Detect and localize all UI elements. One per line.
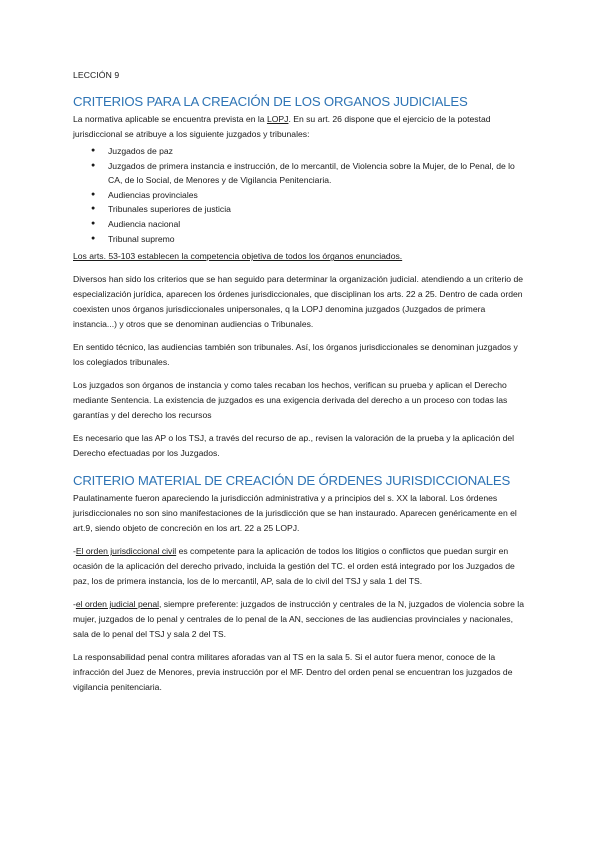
section1-paragraph-1: Diversos han sido los criterios que se han seguido para determinar la organización judicial. atendiendo a un criterio de especialización jurídica, aparecen los órdenes jurisdiccionales, que disciplinan los arts. 22 a 25. Dentro de cada orden coexisten unos órganos jurisdiccionales unipersonales, q la LOPJ denomina juzgados (Juzgados de primera instancia...) y otros que se denominan audiencias o Tribunales. — [73, 274, 524, 330]
competence-note-text: Los arts. 53-103 establecen la competencia objetiva de todos los órganos enunciados. — [73, 251, 403, 262]
penal-order-text: , siempre preferente: juzgados de instrucción y centrales de la N, juzgados de violencia sobre la mujer, juzgados de lo penal y centrales de lo penal de la AN, secciones de las audiencias provinciales y nacionales, sala de lo penal del TSJ y sala 2 del TS. — [73, 599, 524, 640]
list-item: ● Juzgados de primera instancia e instrucción, de lo mercantil, de Violencia sobre la Mujer, de lo Penal, de lo CA, de lo Social, de Menores y de Vigilancia Penitenciaria. — [91, 159, 528, 188]
section1-paragraph-4: Es necesario que las AP o los TSJ, a través del recurso de ap., revisen la valoración de la prueba y la aplicación del Derecho efectuadas por los Juzgados. — [73, 433, 515, 459]
list-item: ● Juzgados de paz — [91, 144, 528, 159]
competence-note — [73, 249, 528, 264]
section1-heading: CRITERIOS PARA LA CREACIÓN DE LOS ORGANOS JUDICIALES — [73, 94, 468, 109]
section1-paragraph-3: Los juzgados son órganos de instancia y como tales recaban los hechos, verifican su prueba y aplican el Derecho mediante Sentencia. La existencia de juzgados es una exigencia derivada del derecho a un proceso con todas las garantías y del derecho los recursos — [73, 380, 508, 421]
penal-order-label: el orden judicial penal — [75, 599, 160, 610]
penal-order-paragraph — [73, 597, 528, 642]
intro-text-pre: La normativa aplicable se encuentra prevista en la — [73, 114, 267, 124]
civil-order-label: El orden jurisdiccional civil — [75, 546, 177, 557]
list-item: ● Audiencia nacional — [91, 217, 528, 232]
section2-final-paragraph: La responsabilidad penal contra militares aforadas van al TS en la sala 5. Si el autor fuera menor, conoce de la infracción del Juez de Menores, previa instrucción por el MF. Dentro del orden penal se encuentran los juzgados de vigilancia penitenciaria. — [73, 652, 513, 693]
civil-prefix: - — [73, 546, 76, 557]
intro-text-post: . En su art. 26 dispone que el ejercicio de la potestad jurisdiccional se atribuye a los siguiente juzgados y tribunales: — [73, 114, 491, 139]
section2-paragraph-1: Paulatinamente fueron apareciendo la jurisdicción administrativa y a principios del s. XX la laboral. Los órdenes jurisdiccionales no son sino manifestaciones de la jurisdicción que se han instaurado. Aparecen genéricamente en el art.9, siendo objeto de concreción en los art. 22 a 25 LOPJ. — [73, 493, 517, 534]
document-page — [73, 70, 528, 703]
section1-intro — [73, 112, 528, 142]
section2-heading: CRITERIO MATERIAL DE CREACIÓN DE ÓRDENES JURISDICCIONALES — [73, 473, 511, 489]
penal-prefix: - — [73, 599, 76, 610]
lesson-title: LECCIÓN 9 — [73, 70, 120, 80]
civil-order-paragraph — [73, 544, 528, 589]
courts-list — [73, 144, 528, 246]
civil-order-text: es competente para la aplicación de todos los litigios o conflictos que puedan surgir en ocasión de la aplicación del derecho privado, incluida la gestión del TC. el orden está integrado por los Juzgados de paz, los de primera instancia, los de lo mercantil, AP, sala de lo civil del TSJ y sala 1 del TS. — [73, 546, 515, 587]
list-item: ● Tribunales superiores de justicia — [91, 202, 528, 217]
list-item: ● Tribunal supremo — [91, 232, 528, 247]
section1-paragraph-2: En sentido técnico, las audiencias también son tribunales. Así, los órganos jurisdiccionales se denominan juzgados y los colegiados tribunales. — [73, 342, 518, 368]
lopj-link: LOPJ — [266, 114, 289, 124]
list-item: ● Audiencias provinciales — [91, 188, 528, 203]
